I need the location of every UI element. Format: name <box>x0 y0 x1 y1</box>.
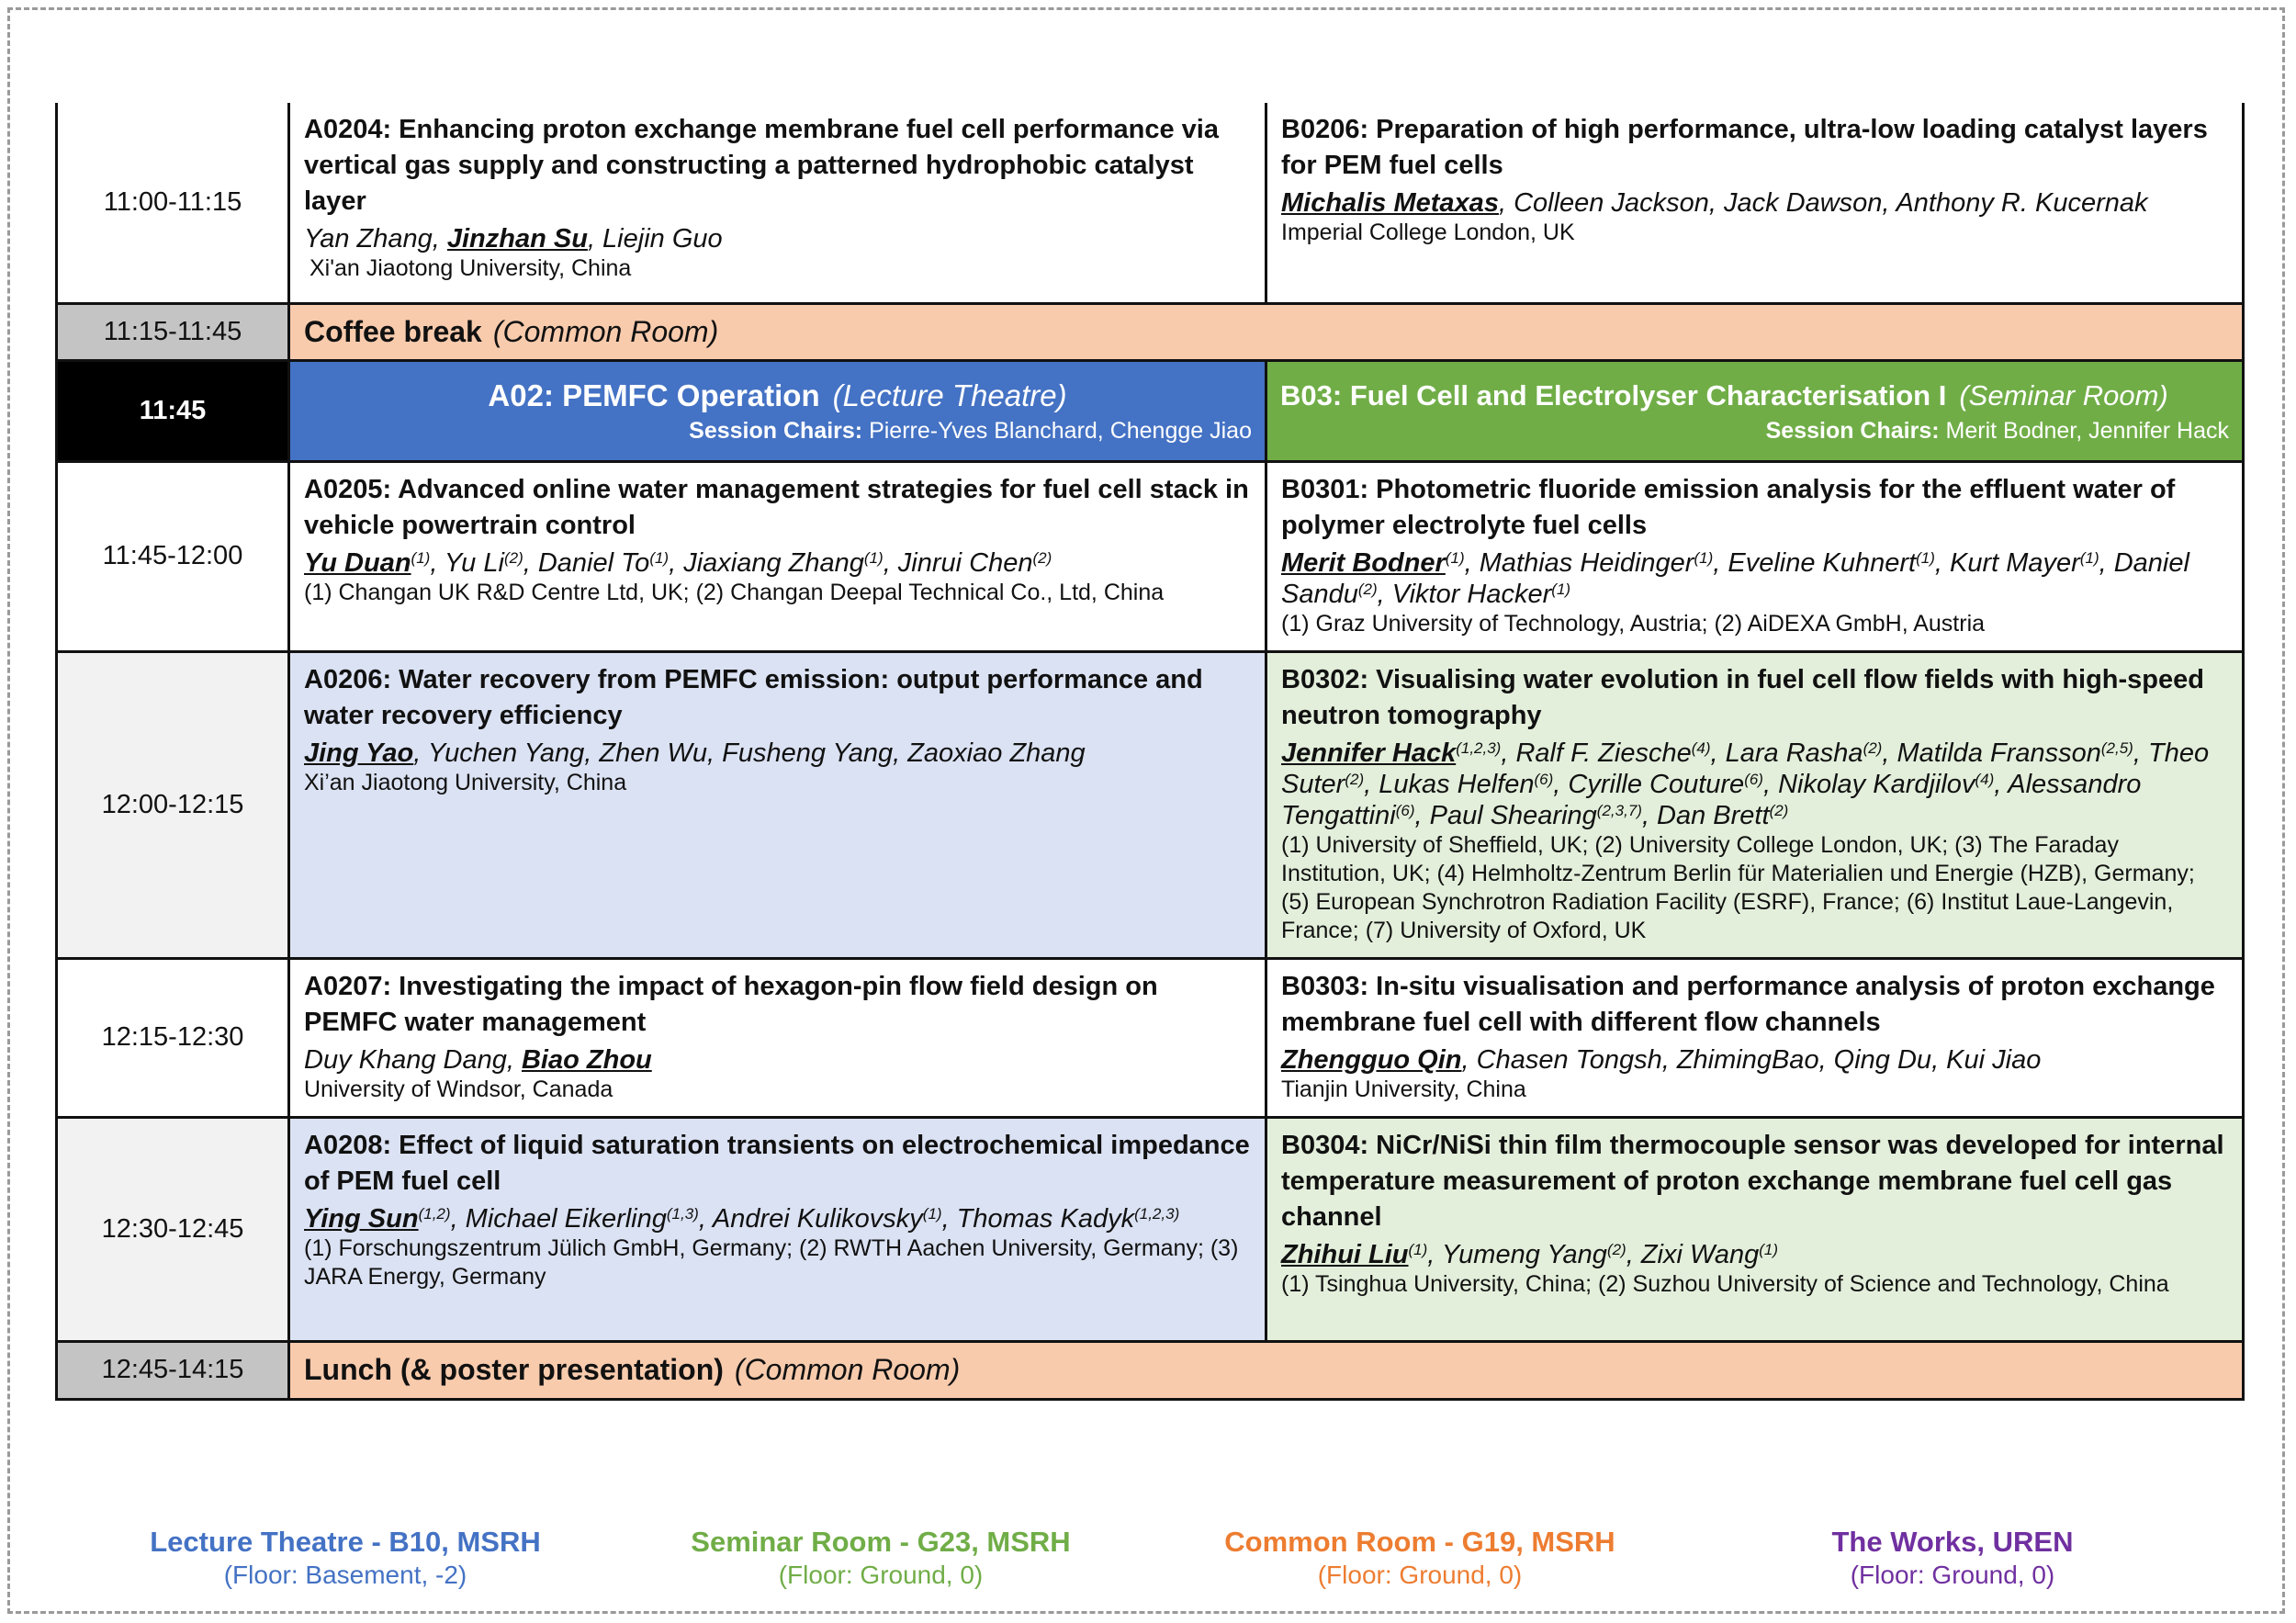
session-chairs-names: Pierre-Yves Blanchard, Chengge Jiao <box>869 418 1252 444</box>
talk-authors <box>1281 1239 2228 1270</box>
affiliation-sup: (1) <box>1694 548 1714 567</box>
author-name: , Yumeng Yang <box>1427 1239 1607 1269</box>
session-title <box>303 376 1252 416</box>
author-name: , Ralf F. Ziesche <box>1501 738 1692 768</box>
author-name: , Lukas Helfen <box>1364 769 1535 799</box>
affiliation: University of Windsor, Canada <box>304 1076 613 1102</box>
session-code: B03: <box>1280 379 1343 411</box>
talk-title: B0304: NiCr/NiSi thin film thermocouple sensor was developed for internal temperature measurement of proton exchange membrane fuel cell gas channel <box>1281 1130 2224 1232</box>
legend-seminar-room <box>642 1525 1120 1591</box>
affiliation-sup: (4) <box>1975 770 1995 788</box>
affiliation-sup: (1) <box>2079 548 2099 567</box>
talk-title: B0302: Visualising water evolution in fuel cell flow fields with high-speed neutron tomography <box>1281 664 2204 730</box>
session-header-seminar <box>1266 360 2244 461</box>
author-list: , Chasen Tongsh, ZhimingBao, Qing Du, Kui Jiao <box>1461 1044 2042 1075</box>
affiliation-sup: (2) <box>1769 801 1789 819</box>
affiliation-sup: (4) <box>1691 738 1711 757</box>
author-name: , Eveline Kuhnert <box>1713 547 1917 578</box>
legend-room-name: Lecture Theatre - B10, MSRH <box>150 1526 541 1558</box>
talk-cell-lecture <box>289 461 1266 651</box>
author-name: , Zixi Wang <box>1626 1239 1760 1269</box>
table-row <box>57 651 2244 958</box>
author-list: , Yuchen Yang, Zhen Wu, Fusheng Yang, Zaoxiao Zhang <box>413 738 1086 768</box>
affiliation-sup: (6) <box>1534 770 1554 788</box>
author-name: , Yu Li <box>430 547 504 578</box>
affiliation: Tianjin University, China <box>1281 1076 1526 1102</box>
break-cell <box>289 303 2244 360</box>
presenter-name: Merit Bodner <box>1281 547 1446 578</box>
legend-floor: (Floor: Ground, 0) <box>778 1561 984 1589</box>
talk-authors <box>304 1203 1251 1234</box>
presenter-name: Zhengguo Qin <box>1281 1044 1462 1075</box>
talk-authors <box>1281 738 2228 831</box>
session-chairs <box>303 416 1252 445</box>
talk-title: A0208: Effect of liquid saturation transients on electrochemical impedance of PEM fuel cell <box>304 1130 1250 1196</box>
affiliation-sup: (1) <box>411 548 431 567</box>
schedule-table <box>55 103 2245 1401</box>
author-name: , Cyrille Couture <box>1553 769 1745 799</box>
time-slot: 12:00-12:15 <box>57 651 289 958</box>
talk-cell-seminar <box>1266 651 2244 958</box>
author-name: , Mathias Heidinger <box>1464 547 1694 578</box>
affiliation-sup: (2,5) <box>2100 738 2133 757</box>
break-room: (Common Room) <box>734 1353 961 1386</box>
author-name: , Andrei Kulikovsky <box>698 1203 923 1234</box>
talk-title: A0205: Advanced online water management strategies for fuel cell stack in vehicle powertrain control <box>304 474 1249 540</box>
author-name: , Kurt Mayer <box>1934 547 2080 578</box>
author-list: Yan Zhang, <box>304 224 447 254</box>
talk-title: A0204: Enhancing proton exchange membrane fuel cell performance via vertical gas supply and constructing a patterned hydrophobic catalyst layer <box>304 115 1219 216</box>
session-title <box>1280 376 2229 416</box>
affiliation: (1) University of Sheffield, UK; (2) University College London, UK; (3) The Faraday Institution, UK; (4) Helmholtz-Zentrum Berlin für Materialien und Energie (HZB), Germany; (5) European Synchrotron Radiation Facility (ESRF), France; (6) Institut Laue-Langevin, France; (7) University of Oxford, UK <box>1281 831 2195 943</box>
talk-cell-seminar <box>1266 958 2244 1117</box>
talk-title: A0206: Water recovery from PEMFC emission: output performance and water recovery efficiency <box>304 664 1203 730</box>
legend-floor: (Floor: Basement, -2) <box>223 1561 467 1589</box>
talk-authors <box>1281 187 2228 219</box>
presenter-name: Jing Yao <box>304 738 414 768</box>
affiliation-sup: (2) <box>1606 1240 1626 1258</box>
session-room: (Lecture Theatre) <box>832 378 1067 412</box>
affiliation-sup: (6) <box>1744 770 1763 788</box>
session-room: (Seminar Room) <box>1959 379 2168 411</box>
talk-title: A0207: Investigating the impact of hexagon-pin flow field design on PEMFC water management <box>304 971 1158 1037</box>
affiliation: Xi'an Jiaotong University, China <box>310 255 632 281</box>
break-title: Lunch (& poster presentation) <box>304 1353 724 1386</box>
legend-the-works <box>1714 1525 2191 1591</box>
affiliation-sup: (1) <box>1916 548 1935 567</box>
talk-authors <box>304 1044 1251 1076</box>
affiliation-sup: (1) <box>1759 1240 1779 1258</box>
presenter-name: Biao Zhou <box>521 1044 652 1075</box>
talk-cell-lecture <box>289 651 1266 958</box>
affiliation: (1) Tsinghua University, China; (2) Suzhou University of Science and Technology, China <box>1281 1270 2169 1297</box>
affiliation-sup: (1) <box>922 1204 942 1223</box>
author-name: , Matilda Fransson <box>1882 738 2101 768</box>
affiliation-sup: (2) <box>503 548 523 567</box>
session-chairs-label: Session Chairs: <box>689 418 863 444</box>
affiliation-sup: (1,2,3) <box>1134 1204 1180 1223</box>
talk-cell-seminar <box>1266 1117 2244 1341</box>
talk-title: B0303: In-situ visualisation and performance analysis of proton exchange membrane fuel cell with different flow channels <box>1281 971 2215 1037</box>
affiliation-sup: (1) <box>1408 1240 1428 1258</box>
author-name: , Daniel Sandu <box>1281 547 2189 609</box>
affiliation: Xi’an Jiaotong University, China <box>304 769 627 795</box>
session-code: A02: PEMFC Operation <box>488 378 820 412</box>
author-name: , Paul Shearing <box>1414 800 1597 830</box>
affiliation: (1) Forschungszentrum Jülich GmbH, Germany; (2) RWTH Aachen University, Germany; (3) JARA Energy, Germany <box>304 1234 1239 1290</box>
presenter-name: Ying Sun <box>304 1203 419 1234</box>
author-name: , Dan Brett <box>1641 800 1770 830</box>
talk-authors <box>304 738 1251 769</box>
presenter-name: Jinzhan Su <box>446 224 588 254</box>
affiliation-sup: (2) <box>1863 738 1883 757</box>
table-row <box>57 1341 2244 1399</box>
affiliation-sup: (2) <box>1357 580 1378 598</box>
time-slot: 12:15-12:30 <box>57 958 289 1117</box>
time-slot: 12:30-12:45 <box>57 1117 289 1341</box>
author-name: , Alessandro Tengattini <box>1281 769 2142 830</box>
affiliation: Imperial College London, UK <box>1281 220 1575 245</box>
session-chairs-names: Merit Bodner, Jennifer Hack <box>1945 418 2229 444</box>
talk-title: B0206: Preparation of high performance, ultra-low loading catalyst layers for PEM fuel cells <box>1281 115 2208 180</box>
talk-authors <box>1281 547 2228 610</box>
affiliation-sup: (1) <box>863 548 884 567</box>
table-row <box>57 1117 2244 1341</box>
affiliation-sup: (2,3,7) <box>1596 801 1642 819</box>
affiliation-sup: (1,3) <box>666 1204 699 1223</box>
affiliation-sup: (1,2,3) <box>1456 738 1502 757</box>
author-name: , Lara Rasha <box>1710 738 1863 768</box>
presenter-name: Yu Duan <box>304 547 411 578</box>
time-slot: 12:45-14:15 <box>57 1341 289 1399</box>
author-name: , Michael Eikerling <box>450 1203 667 1234</box>
affiliation-sup: (1) <box>1445 548 1465 567</box>
time-slot: 11:00-11:15 <box>57 103 289 303</box>
author-list: , Colleen Jackson, Jack Dawson, Anthony R. Kucernak <box>1498 188 2148 218</box>
session-name: Fuel Cell and Electrolyser Characterisation I <box>1349 379 1947 411</box>
affiliation-sup: (2) <box>1345 770 1365 788</box>
legend-floor: (Floor: Ground, 0) <box>1317 1561 1523 1589</box>
talk-title: B0301: Photometric fluoride emission analysis for the effluent water of polymer electrolyte fuel cells <box>1281 474 2176 540</box>
legend-room-name: The Works, UREN <box>1831 1526 2074 1558</box>
talk-cell-seminar <box>1266 103 2244 303</box>
affiliation: (1) Graz University of Technology, Austria; (2) AiDEXA GmbH, Austria <box>1281 610 1986 637</box>
presenter-name: Zhihui Liu <box>1281 1239 1409 1269</box>
author-list: , Liejin Guo <box>587 224 723 254</box>
talk-cell-lecture <box>289 103 1266 303</box>
table-row <box>57 958 2244 1117</box>
time-slot: 11:15-11:45 <box>57 303 289 360</box>
talk-authors <box>304 547 1251 579</box>
break-cell <box>289 1341 2244 1399</box>
presenter-name: Jennifer Hack <box>1281 738 1457 768</box>
affiliation-sup: (6) <box>1395 801 1415 819</box>
talk-cell-lecture <box>289 958 1266 1117</box>
legend-floor: (Floor: Ground, 0) <box>1850 1561 2055 1589</box>
session-header-lecture <box>289 360 1266 461</box>
talk-authors <box>1281 1044 2228 1076</box>
author-name: , Viktor Hacker <box>1377 579 1552 609</box>
legend-lecture-theatre <box>107 1525 584 1591</box>
session-time: 11:45 <box>57 360 289 461</box>
talk-cell-lecture <box>289 1117 1266 1341</box>
author-name: , Jiaxiang Zhang <box>669 547 864 578</box>
author-name: , Jinrui Chen <box>883 547 1033 578</box>
time-slot: 11:45-12:00 <box>57 461 289 651</box>
affiliation-sup: (2) <box>1032 548 1052 567</box>
affiliation-sup: (1,2) <box>418 1204 451 1223</box>
legend-room-name: Seminar Room - G23, MSRH <box>691 1526 1071 1558</box>
table-row <box>57 303 2244 360</box>
author-name: , Nikolay Kardjilov <box>1762 769 1975 799</box>
author-list: Duy Khang Dang, <box>304 1044 522 1075</box>
talk-authors <box>304 223 1251 254</box>
break-room: (Common Room) <box>492 314 719 348</box>
legend-room-name: Common Room - G19, MSRH <box>1224 1526 1615 1558</box>
table-row <box>57 461 2244 651</box>
session-header-row <box>57 360 2244 461</box>
presenter-name: Michalis Metaxas <box>1281 188 1499 218</box>
session-chairs <box>1280 416 2229 445</box>
affiliation-sup: (1) <box>1551 580 1571 598</box>
break-title: Coffee break <box>304 314 482 348</box>
affiliation: (1) Changan UK R&D Centre Ltd, UK; (2) Changan Deepal Technical Co., Ltd, China <box>304 579 1165 605</box>
table-row <box>57 103 2244 303</box>
legend-common-room <box>1181 1525 1659 1591</box>
affiliation-sup: (1) <box>649 548 670 567</box>
author-name: , Thomas Kadyk <box>941 1203 1135 1234</box>
session-chairs-label: Session Chairs: <box>1765 418 1940 444</box>
talk-cell-seminar <box>1266 461 2244 651</box>
author-name: , Theo Suter <box>1281 738 2210 799</box>
author-name: , Daniel To <box>523 547 650 578</box>
